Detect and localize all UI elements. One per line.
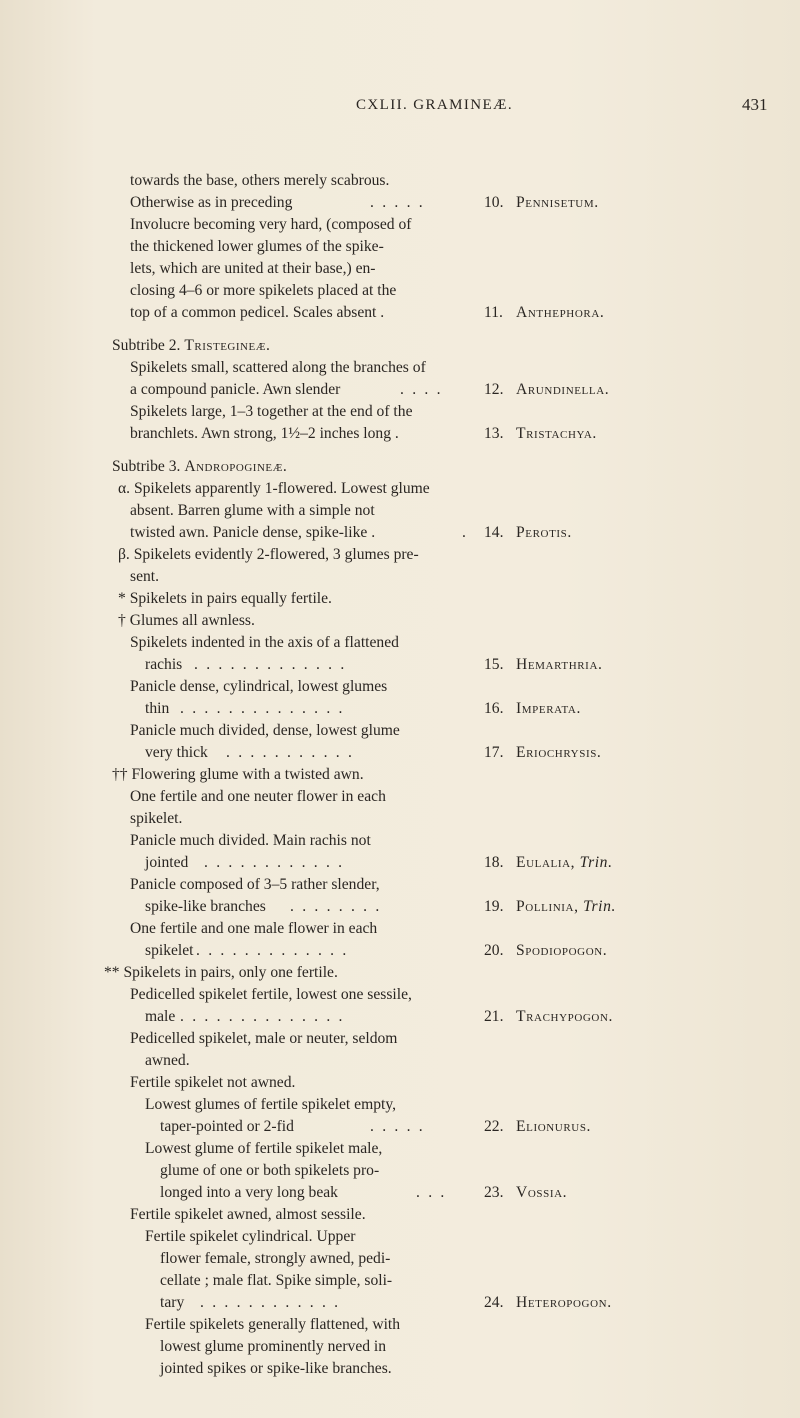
key-number: 20. — [484, 942, 504, 959]
key-line: * Spikelets in pairs equally fertile. — [118, 590, 332, 607]
key-line: Panicle dense, cylindrical, lowest glumes — [130, 678, 388, 695]
genus-name: Elionurus. — [516, 1118, 592, 1135]
key-line: spike-like branches — [145, 898, 266, 915]
key-number: 21. — [484, 1008, 504, 1025]
key-line: a compound panicle. Awn slender — [130, 381, 341, 398]
key-line: β. Spikelets evidently 2-flowered, 3 glumes pre- — [118, 546, 419, 563]
key-number: 11. — [484, 304, 503, 321]
genus-name: Trachypogon. — [516, 1008, 614, 1025]
key-line: jointed spikes or spike-like branches. — [160, 1360, 392, 1377]
key-line: Pedicelled spikelet, male or neuter, seldom — [130, 1030, 398, 1047]
key-number: 13. — [484, 425, 504, 442]
genus-label: Pollinia, — [516, 898, 579, 915]
key-line: thin — [145, 700, 170, 717]
key-line: twisted awn. Panicle dense, spike-like . — [130, 524, 376, 541]
subtribe-heading — [112, 335, 270, 357]
key-line: cellate ; male flat. Spike simple, soli- — [160, 1272, 393, 1289]
subtribe-heading — [112, 456, 287, 478]
leader-dots: . . . . . . . . — [290, 898, 382, 915]
key-line: closing 4–6 or more spikelets placed at the — [130, 282, 397, 299]
subtribe-name: Andropogineæ. — [184, 458, 288, 475]
author-abbrev: Trin. — [583, 898, 616, 915]
genus-name: Perotis. — [516, 524, 572, 541]
key-line: α. Spikelets apparently 1-flowered. Lowest glume — [118, 480, 430, 497]
leader-dots: . . . . . . . . . . . — [226, 744, 355, 761]
key-line: taper-pointed or 2-fid — [160, 1118, 294, 1135]
key-line: Lowest glumes of fertile spikelet empty, — [145, 1096, 397, 1113]
leader-dots: . . . . . — [370, 194, 425, 211]
key-line: glume of one or both spikelets pro- — [160, 1162, 380, 1179]
key-line: towards the base, others merely scabrous. — [130, 172, 390, 189]
key-line: top of a common pedicel. Scales absent . — [130, 304, 385, 321]
subtribe-label: Subtribe 2. — [112, 337, 181, 354]
key-line: branchlets. Awn strong, 1½–2 inches long . — [130, 425, 399, 442]
genus-name — [516, 896, 616, 918]
key-line: Pedicelled spikelet fertile, lowest one sessile, — [130, 986, 412, 1003]
author-abbrev: Trin. — [579, 854, 613, 871]
key-number: 17. — [484, 744, 504, 761]
key-line: ** Spikelets in pairs, only one fertile. — [104, 964, 338, 981]
genus-name: Spodiopogon. — [516, 942, 608, 959]
key-number: 15. — [484, 656, 504, 673]
key-number: 19. — [484, 898, 504, 915]
leader-dots: . . . — [416, 1184, 447, 1201]
key-line: One fertile and one neuter flower in each — [130, 788, 386, 805]
genus-name: Anthephora. — [516, 304, 605, 321]
running-head — [0, 97, 800, 121]
key-line: Panicle much divided. Main rachis not — [130, 832, 371, 849]
key-number: 23. — [484, 1184, 504, 1201]
key-line: spikelet — [145, 942, 194, 959]
leader-dots: . . . . . . . . . . . . . — [196, 942, 349, 959]
key-line: Otherwise as in preceding — [130, 194, 293, 211]
leader-dots: . . . . . . . . . . . . — [204, 854, 345, 871]
running-head-title: CXLII. GRAMINEÆ. — [356, 97, 513, 113]
key-line: male — [145, 1008, 176, 1025]
genus-name: Hemarthria. — [516, 656, 603, 673]
key-line: † Glumes all awnless. — [118, 612, 255, 629]
key-line: Fertile spikelet cylindrical. Upper — [145, 1228, 356, 1245]
key-line: Involucre becoming very hard, (composed of — [130, 216, 412, 233]
genus-name: Pennisetum. — [516, 194, 599, 211]
key-line: jointed — [145, 854, 189, 871]
key-line: rachis — [145, 656, 183, 673]
key-number: 18. — [484, 854, 504, 871]
key-line: One fertile and one male flower in each — [130, 920, 378, 937]
leader-dots: . . . . . . . . . . . . . . — [180, 1008, 345, 1025]
leader-dots: . . . . — [400, 381, 443, 398]
key-line: Panicle composed of 3–5 rather slender, — [130, 876, 380, 893]
key-line: lets, which are united at their base,) en- — [130, 260, 376, 277]
subtribe-label: Subtribe 3. — [112, 458, 181, 475]
key-line: Spikelets large, 1–3 together at the end of the — [130, 403, 413, 420]
key-line: spikelet. — [130, 810, 183, 827]
key-line: absent. Barren glume with a simple not — [130, 502, 375, 519]
leader-dots: . . . . . — [370, 1118, 425, 1135]
leader-dots: . . . . . . . . . . . . . . — [180, 700, 345, 717]
key-line: Spikelets indented in the axis of a flattened — [130, 634, 399, 651]
key-number: 22. — [484, 1118, 504, 1135]
key-line: lowest glume prominently nerved in — [160, 1338, 387, 1355]
key-line: sent. — [130, 568, 160, 585]
key-line: Panicle much divided, dense, lowest glume — [130, 722, 400, 739]
genus-name: Heteropogon. — [516, 1294, 612, 1311]
genus-name: Vossia. — [516, 1184, 568, 1201]
key-number: 16. — [484, 700, 504, 717]
key-line: †† Flowering glume with a twisted awn. — [112, 766, 364, 783]
genus-name: Eriochrysis. — [516, 744, 602, 761]
key-line: Fertile spikelet awned, almost sessile. — [130, 1206, 366, 1223]
key-line: the thickened lower glumes of the spike- — [130, 238, 384, 255]
key-line: Fertile spikelets generally flattened, with — [145, 1316, 401, 1333]
genus-name: Imperata. — [516, 700, 581, 717]
key-number: 14. — [484, 524, 504, 541]
subtribe-name: Tristegineæ. — [184, 337, 271, 354]
page-number: 431 — [742, 95, 768, 114]
key-line: Fertile spikelet not awned. — [130, 1074, 296, 1091]
key-number: 24. — [484, 1294, 504, 1311]
genus-name — [516, 852, 613, 874]
key-line: Spikelets small, scattered along the branches of — [130, 359, 426, 376]
genus-name: Arundinella. — [516, 381, 610, 398]
leader-dots: . . . . . . . . . . . . . — [194, 656, 347, 673]
leader-dots: . . . . . . . . . . . . — [200, 1294, 341, 1311]
genus-name: Tristachya. — [516, 425, 597, 442]
key-line: awned. — [145, 1052, 190, 1069]
key-line: Lowest glume of fertile spikelet male, — [145, 1140, 383, 1157]
key-line: tary — [160, 1294, 185, 1311]
genus-label: Eulalia, — [516, 854, 576, 871]
key-line: longed into a very long beak — [160, 1184, 338, 1201]
leader-dots: . — [462, 524, 469, 541]
key-line: very thick — [145, 744, 208, 761]
key-number: 10. — [484, 194, 504, 211]
key-line: flower female, strongly awned, pedi- — [160, 1250, 391, 1267]
key-number: 12. — [484, 381, 504, 398]
